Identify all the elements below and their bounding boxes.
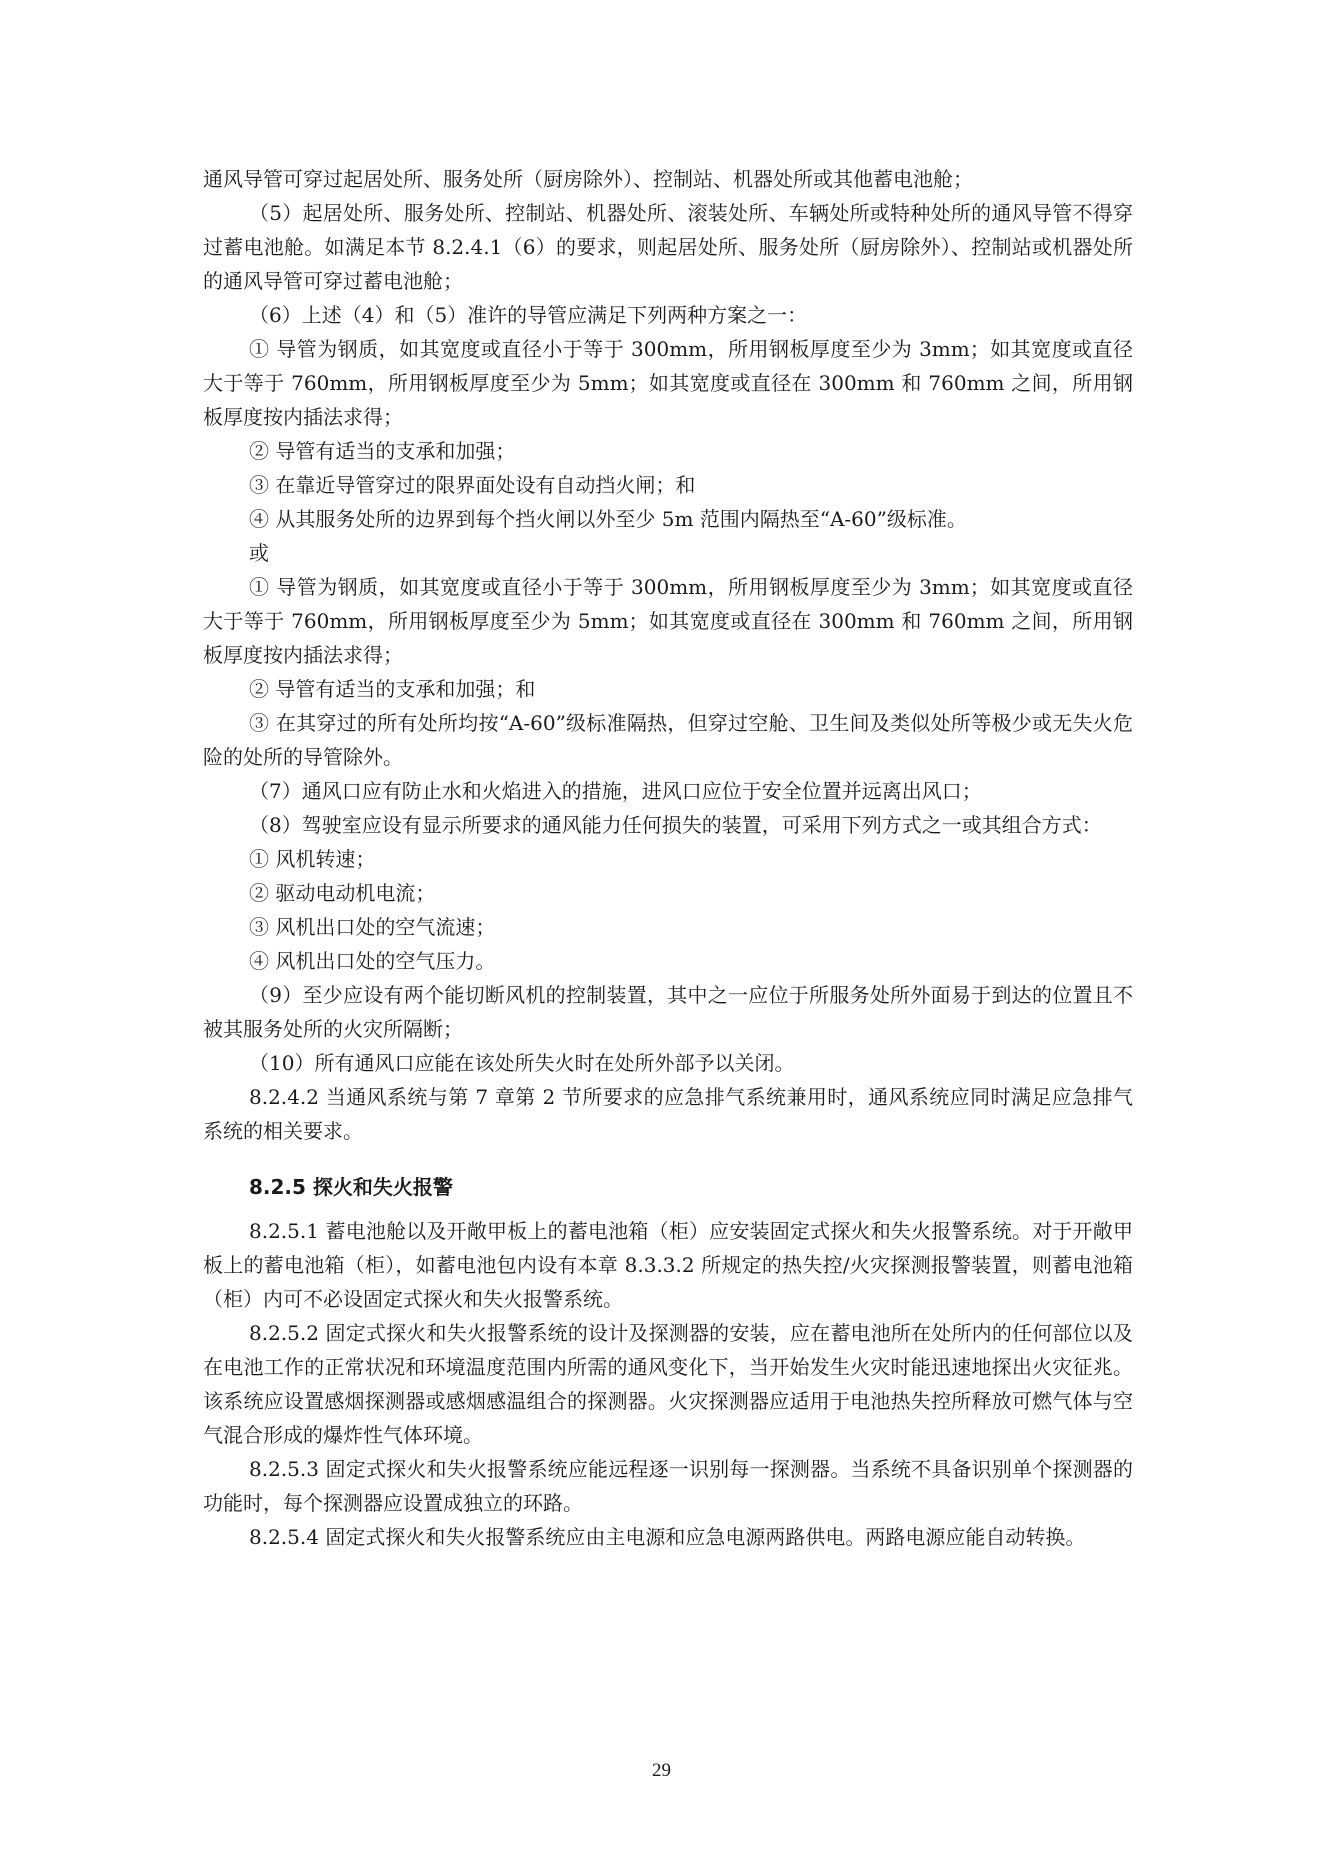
paragraph: 通风导管可穿过起居处所、服务处所（厨房除外）、控制站、机器处所或其他蓄电池舱； xyxy=(203,167,973,191)
paragraph: 8.2.5.1 蓄电池舱以及开敞甲板上的蓄电池箱（柜）应安装固定式探火和失火报警系统。对于开敞甲板上的蓄电池箱（柜），如蓄电池包内设有本章 8.3.3.2 所规定的热失控/火灾探测报警装置，则蓄电池箱（柜）内可不必设固定式探火和失火报警系统。 xyxy=(203,1219,1133,1311)
paragraph: （10）所有通风口应能在该处所失火时在处所外部予以关闭。 xyxy=(249,1051,795,1075)
ventilation-requirements xyxy=(203,162,1133,1148)
paragraph: ② 导管有适当的支承和加强；和 xyxy=(249,677,536,701)
paragraph: ④ 风机出口处的空气压力。 xyxy=(249,949,496,973)
paragraph: ② 导管有适当的支承和加强； xyxy=(249,439,516,463)
paragraph: （8）驾驶室应设有显示所要求的通风能力任何损失的装置，可采用下列方式之一或其组合方式： xyxy=(249,813,1102,837)
paragraph: ④ 从其服务处所的边界到每个挡火闸以外至少 5m 范围内隔热至“A-60”级标准。 xyxy=(249,507,967,531)
paragraph: （6）上述（4）和（5）准许的导管应满足下列两种方案之一： xyxy=(249,303,808,327)
paragraph: （5）起居处所、服务处所、控制站、机器处所、滚装处所、车辆处所或特种处所的通风导管不得穿过蓄电池舱。如满足本节 8.2.4.1（6）的要求，则起居处所、服务处所（厨房除外）、控制站或机器处所的通风导管可穿过蓄电池舱； xyxy=(203,201,1133,293)
paragraph: 8.2.4.2 当通风系统与第 7 章第 2 节所要求的应急排气系统兼用时，通风系统应同时满足应急排气系统的相关要求。 xyxy=(203,1085,1133,1143)
paragraph: ② 驱动电动机电流； xyxy=(249,881,436,905)
page-content xyxy=(203,162,1133,1554)
paragraph: （7）通风口应有防止水和火焰进入的措施，进风口应位于安全位置并远离出风口； xyxy=(249,779,982,803)
fire-detection-requirements xyxy=(203,1214,1133,1554)
section-heading: 8.2.5 探火和失火报警 xyxy=(249,1175,453,1199)
paragraph: ③ 在其穿过的所有处所均按“A-60”级标准隔热，但穿过空舱、卫生间及类似处所等极少或无失火危险的处所的导管除外。 xyxy=(203,711,1133,769)
paragraph: ① 风机转速； xyxy=(249,847,376,871)
paragraph: ① 导管为钢质，如其宽度或直径小于等于 300mm，所用钢板厚度至少为 3mm；如其宽度或直径大于等于 760mm，所用钢板厚度至少为 5mm；如其宽度或直径在 300mm 和 760mm 之间，所用钢板厚度按内插法求得； xyxy=(203,337,1133,429)
paragraph: （9）至少应设有两个能切断风机的控制装置，其中之一应位于所服务处所外面易于到达的位置且不被其服务处所的火灾所隔断； xyxy=(203,983,1133,1041)
paragraph: 或 xyxy=(249,541,269,565)
paragraph: 8.2.5.4 固定式探火和失火报警系统应由主电源和应急电源两路供电。两路电源应能自动转换。 xyxy=(249,1525,1086,1549)
paragraph: ① 导管为钢质，如其宽度或直径小于等于 300mm，所用钢板厚度至少为 3mm；如其宽度或直径大于等于 760mm，所用钢板厚度至少为 5mm；如其宽度或直径在 300mm 和 760mm 之间，所用钢板厚度按内插法求得； xyxy=(203,575,1133,667)
page-number: 29 xyxy=(652,1760,671,1781)
paragraph: 8.2.5.3 固定式探火和失火报警系统应能远程逐一识别每一探测器。当系统不具备识别单个探测器的功能时，每个探测器应设置成独立的环路。 xyxy=(203,1457,1133,1515)
paragraph: 8.2.5.2 固定式探火和失火报警系统的设计及探测器的安装，应在蓄电池所在处所内的任何部位以及在电池工作的正常状况和环境温度范围内所需的通风变化下，当开始发生火灾时能迅速地探出火灾征兆。该系统应设置感烟探测器或感烟感温组合的探测器。火灾探测器应适用于电池热失控所释放可燃气体与空气混合形成的爆炸性气体环境。 xyxy=(203,1321,1133,1447)
paragraph: ③ 在靠近导管穿过的限界面处设有自动挡火闸；和 xyxy=(249,473,696,497)
paragraph: ③ 风机出口处的空气流速； xyxy=(249,915,496,939)
